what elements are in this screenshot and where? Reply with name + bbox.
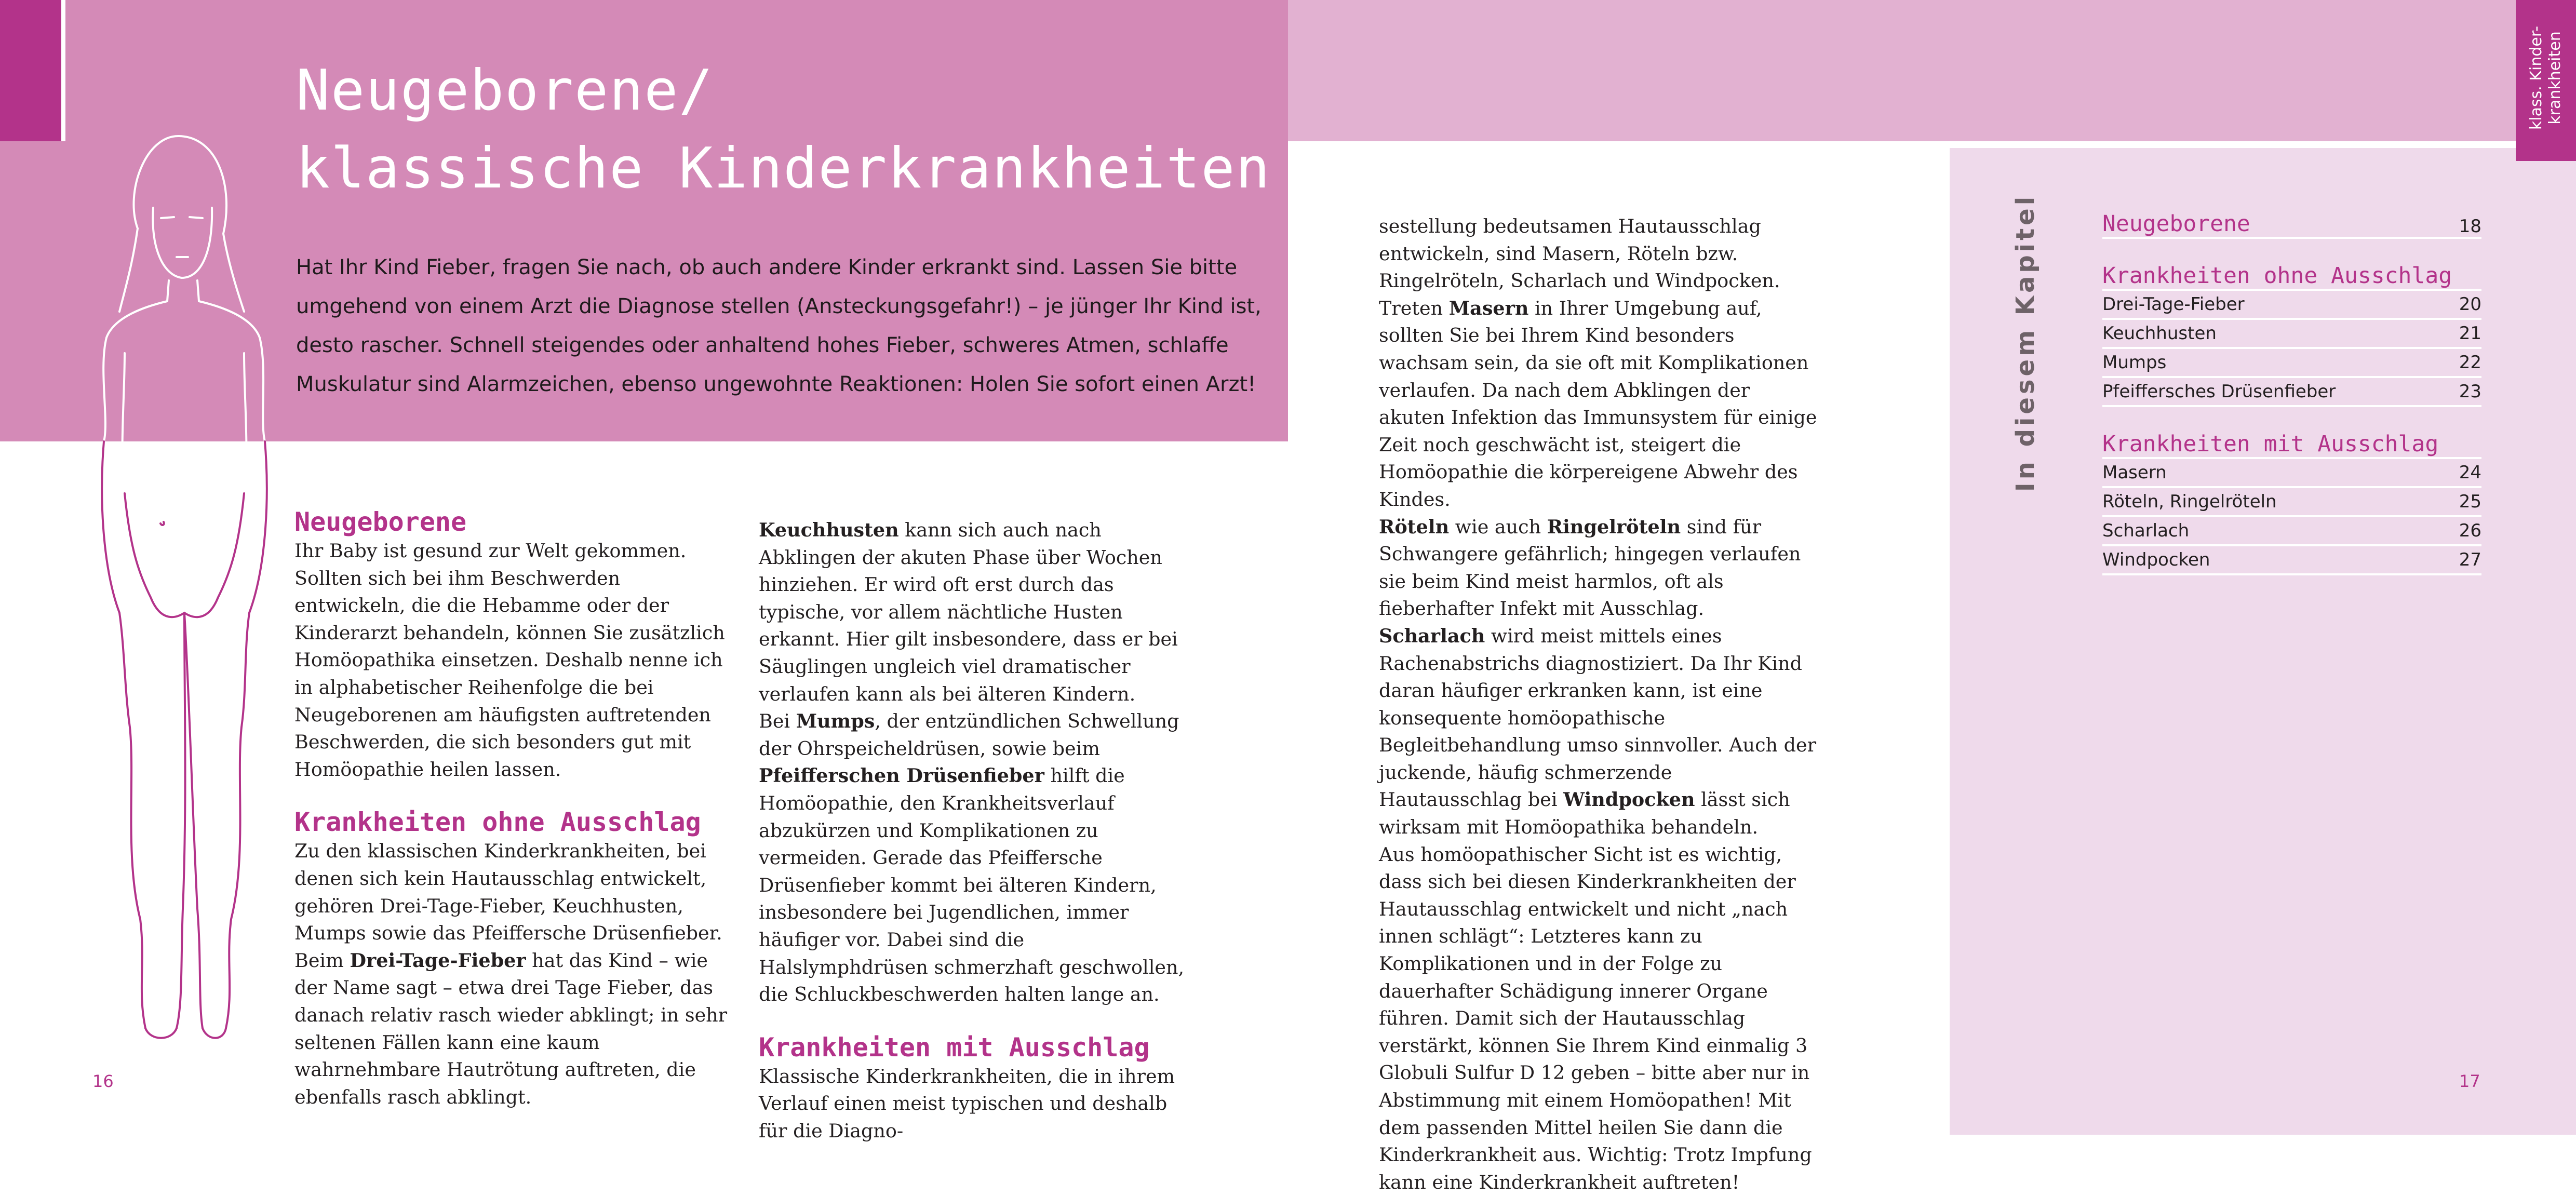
toc-page-number: 20 [2459,294,2481,315]
bold-term: Masern [1448,297,1529,319]
child-figure-illustration [47,130,296,1054]
corner-divider [61,0,65,141]
paragraph [1379,623,1818,841]
text-run: wie auch [1449,515,1547,538]
toc-item[interactable] [2102,459,2481,488]
paragraph [759,517,1185,708]
toc-item[interactable] [2102,488,2481,517]
toc-page-number: 18 [2459,216,2481,237]
thumb-label-line1: klass. Kinder- [2527,25,2545,130]
heading-neugeborene: Neugeborene [294,507,467,537]
toc-page-number: 21 [2459,323,2481,344]
text-run: wird meist mittels eines Rachenabstrichs diagnostiziert. Da Ihr Kind daran häufiger erkranken kann, ist eine konsequente homöopathische Begleitbehandlung umso sinnvoller. Auch der juckende, häufig schmerzende Hautausschlag bei [1379,624,1817,811]
paragraph: Klassische Kinderkrankheiten, die in ihrem Verlauf einen meist typischen und deshalb für die Diagno- [759,1065,1175,1142]
title-line1: Neugeborene/ [296,58,714,123]
intro-paragraph: Hat Ihr Kind Fieber, fragen Sie nach, ob auch andere Kinder erkrankt sind. Lassen Sie bitte umgehend von einem Arzt die Diagnose stellen (Ansteckungsgefahr!) – je jünger Ihr Kind ist, desto rascher. Schnell steigendes oder anhaltend hohes Fieber, schweres Atmen, schlaffe Muskulatur sind Alarmzeichen, ebenso ungewohnte Reaktionen: Holen Sie sofort einen Arzt! [296,256,1262,396]
toc-item-label: Mumps [2102,352,2167,373]
toc-page-number: 27 [2459,549,2481,570]
chapter-contents-label [2010,193,2041,492]
text-run: kann sich auch nach Abklingen der akuten Phase über Wochen hinziehen. Er wird oft erst durch das typische, vor allem nächtliche Husten erkannt. Hier gilt insbesondere, dass er bei Säuglingen ungleich viel dramatischer verlaufen kann als bei älteren Kindern. [759,519,1178,705]
chapter-toc [2102,206,2481,575]
hair-outline [133,136,244,312]
toc-page-number: 24 [2459,462,2481,483]
toc-item-label: Drei-Tage-Fieber [2102,294,2245,315]
toc-item-label: Masern [2102,462,2167,483]
heading-mit-ausschlag: Krankheiten mit Ausschlag [759,1032,1150,1063]
paragraph [1379,295,1818,514]
toc-item-label: Pfeiffersches Drüsenfieber [2102,381,2336,402]
bold-term: Scharlach [1379,624,1485,647]
corner-accent [0,0,61,141]
text-run: Treten [1379,297,1449,319]
thumb-label-line2: krankheiten [2546,31,2564,125]
toc-page-number: 22 [2459,352,2481,373]
bold-term: Mumps [796,710,875,733]
text-run: , der entzündlichen Schwellung der Ohrspeicheldrüsen, sowie beim [759,710,1179,760]
bold-term: Windpocken [1563,788,1695,811]
toc-item[interactable] [2102,546,2481,575]
toc-item[interactable] [2102,291,2481,320]
text-run: sind für Schwangere gefährlich; hingegen verlaufen sie beim Kind meist harmlos, oft als fieberhafter Infekt mit Ausschlag. [1379,515,1801,620]
paragraph [1379,514,1818,623]
text-column-1 [294,506,731,1111]
toc-item-label: Scharlach [2102,520,2190,541]
toc-item[interactable] [2102,320,2481,349]
toc-section-label: Neugeborene [2102,211,2250,237]
bold-term: Ringelröteln [1547,515,1681,538]
paragraph: sestellung bedeutsamen Hautausschlag entwickeln, sind Masern, Röteln bzw. Ringelröteln, Scharlach und Windpocken. [1379,215,1780,292]
toc-item[interactable] [2102,378,2481,407]
paragraph: Aus homöopathischer Sicht ist es wichtig, dass sich bei diesen Kinderkrankheiten der Hautausschlag entwickelt und nicht „nach innen schlägt“: Letzteres kann zu Komplikationen und in der Folge zu dauerhafter Schädigung innerer Organe führen. Damit sich der Hautausschlag verstärkt, können Sie Ihrem Kind einmalig 3 Globuli Sulfur D 12 geben – bitte aber nur in Abstimmung mit einem Homöopathen! Mit dem passenden Mittel heilen Sie dann die Kinderkrankheit aus. Wichtig: Trotz Impfung kann eine Kinderkrankheit auftreten! [1379,843,1812,1193]
toc-item-label: Windpocken [2102,549,2210,570]
title-line2: klassische Kinderkrankheiten [296,136,1271,201]
toc-item[interactable] [2102,349,2481,378]
header-band-right [1288,0,2576,141]
text-run: in Ihrer Umgebung auf, sollten Sie bei Ihrem Kind besonders wachsam sein, da sie oft mit Komplikationen verlaufen. Da nach dem Abklingen der akuten Infektion das Immunsystem für einige Zeit noch geschwächt ist, steigert die Homöopathie die körpereigene Abwehr des Kindes. [1379,297,1817,510]
text-run: Bei [759,710,796,733]
text-run: hat das Kind – wie der Name sagt – etwa drei Tage Fieber, das danach relativ rasch wieder abklingt; in sehr seltenen Fällen kann eine kaum wahrnehmbare Hautrötung auftreten, die ebenfalls rasch abklingt. [294,949,728,1108]
text-column-3 [1379,213,1818,1196]
bold-term: Pfeifferschen Drüsenfieber [759,764,1044,787]
toc-item-label: Keuchhusten [2102,323,2217,344]
page-number-left: 16 [92,1071,114,1091]
page-title [296,52,1271,208]
toc-item[interactable] [2102,517,2481,546]
page-number-right: 17 [2459,1071,2480,1091]
paragraph: Ihr Baby ist gesund zur Welt gekommen. Sollten sich bei ihm Beschwerden entwickeln, die die Hebamme oder der Kinderarzt behandeln, können Sie zusätzlich Homöopathika einsetzen. Deshalb nenne ich in alphabetischer Reihenfolge die bei Neugeborenen am häufigsten auftretenden Beschwerden, die sich besonders gut mit Homöopathie heilen lassen. [294,540,725,781]
text-column-2 [759,517,1185,1145]
text-run: Beim [294,949,350,972]
heading-ohne-ausschlag: Krankheiten ohne Ausschlag [294,807,701,838]
toc-item-label: Röteln, Ringelröteln [2102,491,2277,512]
toc-page-number: 25 [2459,491,2481,512]
paragraph: Zu den klassischen Kinderkrankheiten, bei denen sich kein Hautausschlag entwickelt, gehören Drei-Tage-Fieber, Keuchhusten, Mumps sowie das Pfeiffersche Drüsenfieber. [294,840,722,945]
toc-section-label: Krankheiten mit Ausschlag [2102,431,2439,457]
paragraph [294,947,731,1111]
toc-page-number: 23 [2459,381,2481,402]
toc-section-mit-ausschlag [2102,426,2481,459]
toc-section-ohne-ausschlag [2102,258,2481,291]
text-run: lässt sich wirksam mit Homöopathika behandeln. [1379,788,1790,839]
chapter-thumb-label [2520,0,2572,156]
paragraph [759,708,1185,1009]
toc-entry-neugeborene[interactable] [2102,206,2481,239]
bold-term: Röteln [1379,515,1450,538]
text-run: hilft die Homöopathie, den Krankheitsverlauf abzukürzen und Komplikationen zu vermeiden. Gerade das Pfeiffersche Drüsenfieber kommt bei älteren Kindern, insbesondere bei Jugendlichen, immer häufiger vor. Dabei sind die Halslymphdrüsen schmerzhaft geschwollen, die Schluckbeschwerden halten lange an. [759,764,1185,1006]
bold-term: Drei-Tage-Fieber [350,949,526,972]
toc-page-number: 26 [2459,520,2481,541]
toc-section-label: Krankheiten ohne Ausschlag [2102,263,2452,289]
bold-term: Keuchhusten [759,519,899,541]
chapter-contents-label-text: In diesem Kapitel [2011,193,2040,492]
